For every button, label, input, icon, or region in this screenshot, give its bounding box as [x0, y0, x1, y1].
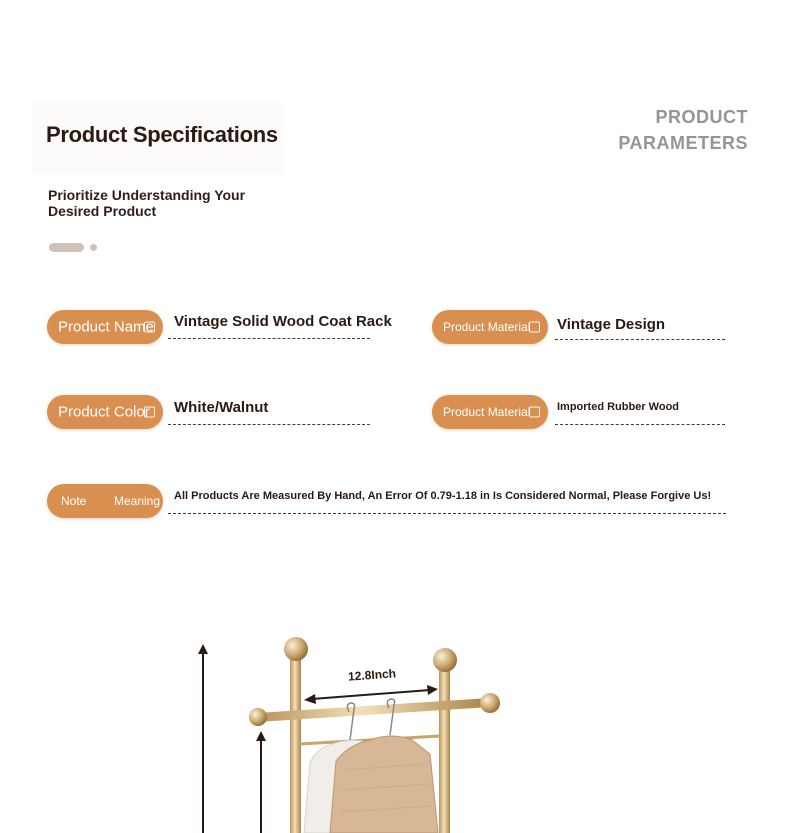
page-title: Product Specifications — [46, 122, 278, 147]
subtitle-line-1: Prioritize Understanding Your — [48, 187, 246, 203]
square-icon — [144, 407, 155, 418]
dashed-divider — [555, 339, 725, 340]
spec-label-pill — [432, 310, 548, 344]
dashed-divider — [168, 424, 370, 425]
arrow-head — [427, 685, 438, 695]
dashed-divider — [168, 513, 726, 514]
spec-value: Vintage Solid Wood Coat Rack — [174, 313, 392, 330]
note-label-pill — [47, 484, 163, 518]
note-value: All Products Are Measured By Hand, An Error Of 0.79-1.18 in Is Considered Normal, Please Forgive Us! — [174, 490, 712, 502]
spec-label-pill — [47, 395, 163, 429]
spec-label: Product Material — [443, 405, 531, 419]
dimension-label: 12.8Inch — [347, 666, 397, 684]
dashed-divider — [168, 338, 370, 339]
rack-post-left — [290, 655, 301, 833]
product-image — [0, 560, 790, 833]
rack-finial — [480, 693, 500, 713]
spec-label: Product Name — [58, 318, 154, 336]
rack-finial — [284, 637, 308, 661]
note-label: Note — [61, 494, 87, 508]
page-subtitle — [48, 187, 288, 219]
spec-label: Product Color — [58, 403, 150, 421]
subtitle-line-2: Desired Product — [48, 203, 157, 219]
spec-value: White/Walnut — [174, 399, 269, 416]
spec-value: Imported Rubber Wood — [557, 401, 680, 413]
arrow-head — [304, 694, 316, 704]
arrow-head — [198, 644, 208, 654]
square-icon — [144, 322, 155, 333]
square-icon — [529, 322, 540, 333]
arrow-head — [256, 731, 266, 741]
square-icon — [529, 407, 540, 418]
rack-finial — [249, 708, 267, 726]
dashed-divider — [555, 424, 725, 425]
note-label-secondary: Meaning — [114, 494, 161, 508]
spec-label-pill — [47, 310, 163, 344]
indicator-dot — [90, 244, 97, 251]
width-arrow — [312, 690, 430, 699]
spec-label-pill — [432, 395, 548, 429]
spec-label: Product Material — [443, 320, 531, 334]
indicator-active — [49, 243, 84, 252]
spec-value: Vintage Design — [557, 316, 666, 333]
section-label-line-1: PRODUCT — [655, 107, 748, 127]
section-label — [618, 104, 748, 156]
rack-finial — [433, 648, 457, 672]
rack-post-right — [439, 665, 450, 833]
section-label-line-2: PARAMETERS — [618, 133, 748, 153]
